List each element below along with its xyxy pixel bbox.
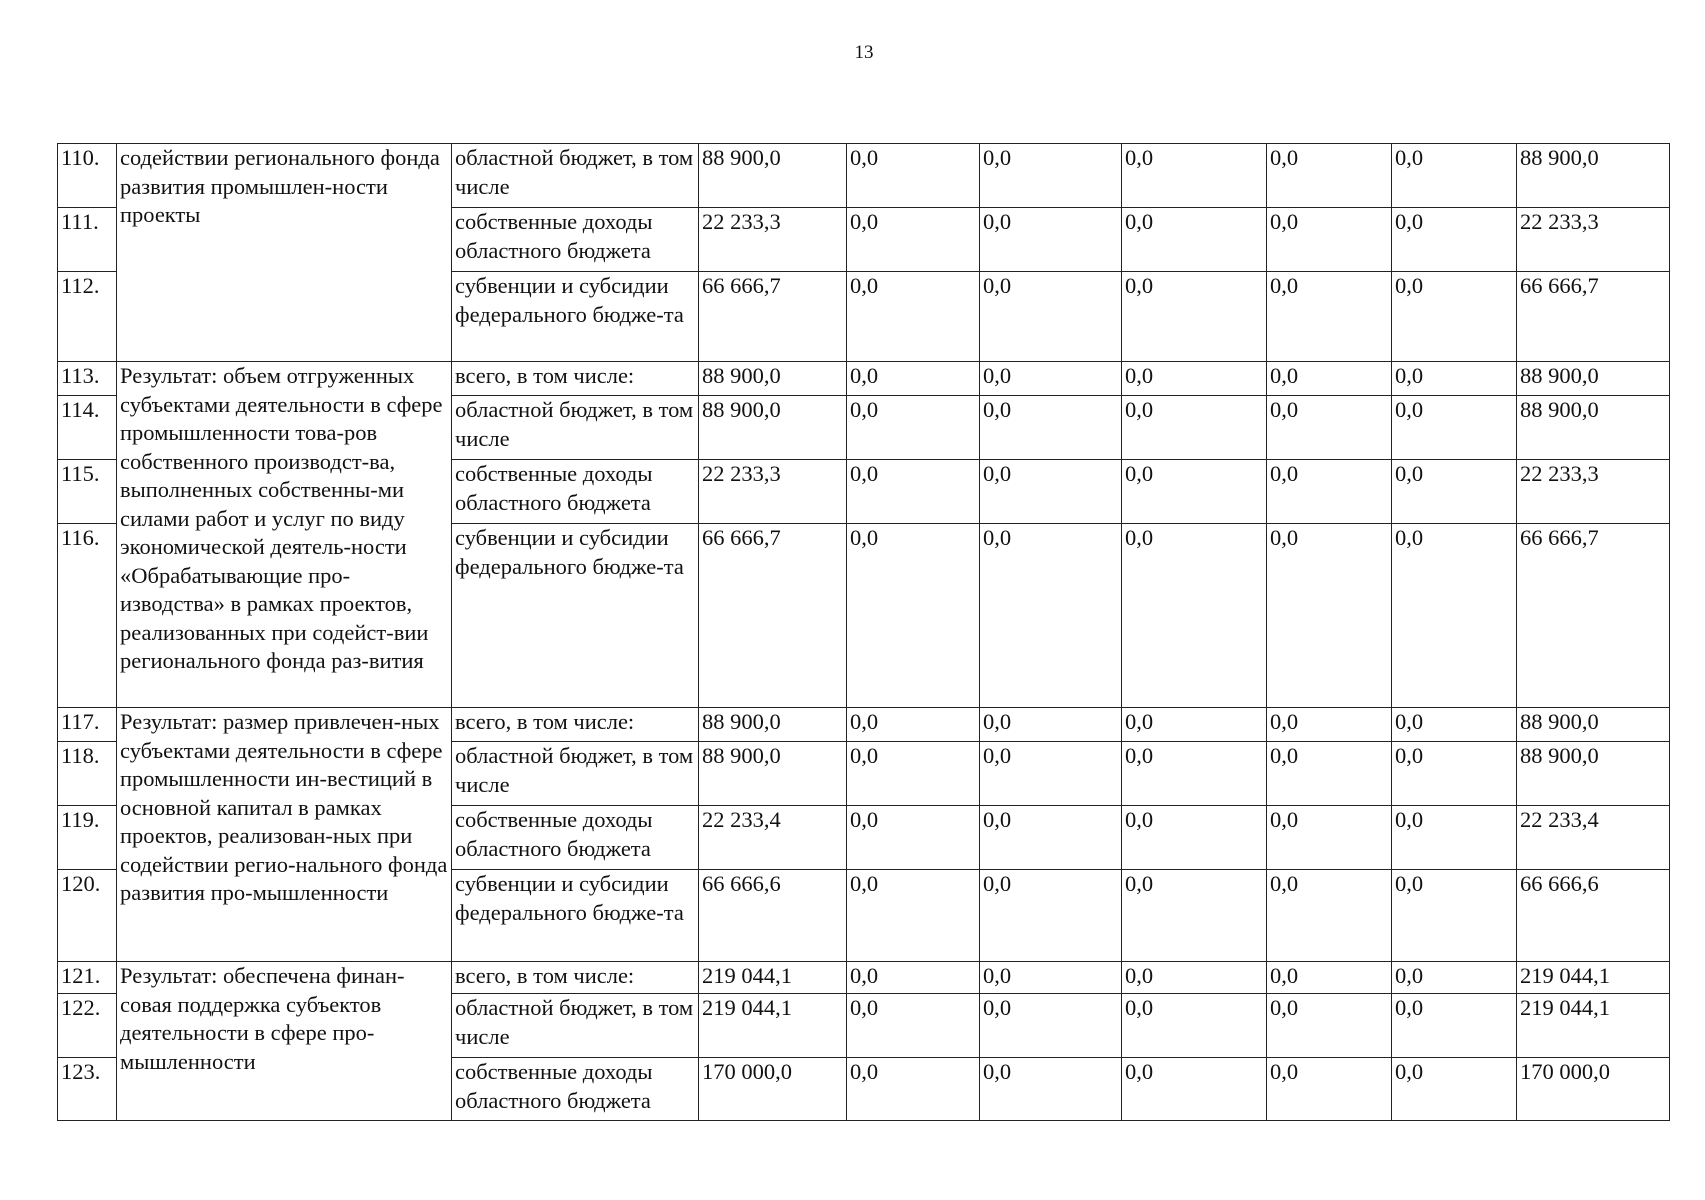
year-value: 0,0	[1392, 870, 1517, 962]
year-value: 219 044,1	[699, 994, 847, 1058]
total-value: 66 666,7	[1517, 524, 1670, 708]
year-value: 0,0	[1122, 708, 1267, 742]
year-value: 0,0	[1267, 962, 1392, 994]
year-value: 0,0	[1267, 460, 1392, 524]
total-value: 88 900,0	[1517, 742, 1670, 806]
funding-source: всего, в том числе:	[452, 362, 699, 396]
year-value: 0,0	[1267, 396, 1392, 460]
year-value: 0,0	[980, 708, 1122, 742]
year-value: 0,0	[1122, 962, 1267, 994]
result-description: Результат: объем отгруженных субъектами деятельности в сфере промышленности това-ров собственного производст-ва, выполненных собственны-ми силами работ и услуг по виду экономической деятель-ности «Обрабатывающие про-изводства» в рамках проектов, реализованных при содейст-вии регионального фонда раз-вития	[117, 362, 452, 708]
year-value: 0,0	[847, 708, 980, 742]
year-value: 0,0	[1392, 460, 1517, 524]
year-value: 0,0	[980, 524, 1122, 708]
year-value: 0,0	[1122, 806, 1267, 870]
year-value: 0,0	[1267, 208, 1392, 272]
result-description: Результат: размер привлечен-ных субъектами деятельности в сфере промышленности ин-вестиций в основной капитал в рамках проектов, реализован-ных при содействии регио-нального фонда развития про-мышленности	[117, 708, 452, 962]
year-value: 0,0	[1122, 272, 1267, 362]
year-value: 22 233,3	[699, 460, 847, 524]
row-number: 115.	[58, 460, 117, 524]
year-value: 88 900,0	[699, 742, 847, 806]
year-value: 0,0	[1392, 524, 1517, 708]
total-value: 88 900,0	[1517, 708, 1670, 742]
funding-source: областной бюджет, в том числе	[452, 144, 699, 208]
year-value: 0,0	[847, 362, 980, 396]
year-value: 0,0	[1122, 396, 1267, 460]
year-value: 0,0	[980, 1058, 1122, 1121]
funding-source: областной бюджет, в том числе	[452, 396, 699, 460]
year-value: 0,0	[1392, 742, 1517, 806]
year-value: 88 900,0	[699, 144, 847, 208]
year-value: 66 666,7	[699, 524, 847, 708]
year-value: 0,0	[1392, 962, 1517, 994]
year-value: 0,0	[847, 870, 980, 962]
result-description: Результат: обеспечена финан-совая поддержка субъектов деятельности в сфере про-мышленности	[117, 962, 452, 1121]
funding-source: субвенции и субсидии федерального бюдже-та	[452, 272, 699, 362]
page-number: 13	[854, 42, 874, 63]
funding-source: всего, в том числе:	[452, 708, 699, 742]
row-number: 112.	[58, 272, 117, 362]
year-value: 0,0	[980, 806, 1122, 870]
year-value: 0,0	[1392, 994, 1517, 1058]
year-value: 22 233,4	[699, 806, 847, 870]
year-value: 0,0	[1267, 806, 1392, 870]
year-value: 0,0	[1392, 396, 1517, 460]
year-value: 0,0	[1392, 362, 1517, 396]
year-value: 0,0	[1122, 362, 1267, 396]
year-value: 0,0	[1122, 742, 1267, 806]
year-value: 0,0	[847, 1058, 980, 1121]
year-value: 0,0	[1392, 208, 1517, 272]
year-value: 0,0	[847, 994, 980, 1058]
year-value: 0,0	[847, 524, 980, 708]
year-value: 0,0	[1122, 144, 1267, 208]
year-value: 0,0	[1267, 742, 1392, 806]
year-value: 0,0	[1122, 208, 1267, 272]
row-number: 118.	[58, 742, 117, 806]
year-value: 0,0	[980, 208, 1122, 272]
year-value: 66 666,7	[699, 272, 847, 362]
total-value: 219 044,1	[1517, 994, 1670, 1058]
year-value: 0,0	[1392, 272, 1517, 362]
year-value: 0,0	[1392, 144, 1517, 208]
year-value: 0,0	[1122, 1058, 1267, 1121]
year-value: 0,0	[847, 742, 980, 806]
year-value: 88 900,0	[699, 396, 847, 460]
year-value: 0,0	[980, 460, 1122, 524]
year-value: 0,0	[1267, 870, 1392, 962]
year-value: 0,0	[1122, 870, 1267, 962]
total-value: 22 233,3	[1517, 460, 1670, 524]
row-number: 111.	[58, 208, 117, 272]
year-value: 0,0	[980, 994, 1122, 1058]
year-value: 0,0	[847, 806, 980, 870]
year-value: 0,0	[1392, 1058, 1517, 1121]
row-number: 110.	[58, 144, 117, 208]
funding-source: областной бюджет, в том числе	[452, 994, 699, 1058]
year-value: 0,0	[847, 272, 980, 362]
budget-table	[57, 143, 1670, 1121]
table-row	[58, 362, 1670, 396]
row-number: 116.	[58, 524, 117, 708]
year-value: 0,0	[847, 396, 980, 460]
total-value: 88 900,0	[1517, 362, 1670, 396]
year-value: 0,0	[1392, 806, 1517, 870]
funding-source: всего, в том числе:	[452, 962, 699, 994]
row-number: 114.	[58, 396, 117, 460]
funding-source: собственные доходы областного бюджета	[452, 460, 699, 524]
row-number: 113.	[58, 362, 117, 396]
year-value: 0,0	[1267, 272, 1392, 362]
year-value: 0,0	[1267, 994, 1392, 1058]
year-value: 0,0	[980, 962, 1122, 994]
funding-source: субвенции и субсидии федерального бюдже-та	[452, 870, 699, 962]
year-value: 0,0	[1122, 524, 1267, 708]
year-value: 0,0	[1392, 708, 1517, 742]
result-description: содействии регионального фонда развития промышлен-ности проекты	[117, 144, 452, 362]
year-value: 22 233,3	[699, 208, 847, 272]
funding-source: областной бюджет, в том числе	[452, 742, 699, 806]
year-value: 0,0	[1267, 708, 1392, 742]
funding-source: собственные доходы областного бюджета	[452, 806, 699, 870]
row-number: 119.	[58, 806, 117, 870]
year-value: 0,0	[1267, 362, 1392, 396]
funding-source: субвенции и субсидии федерального бюдже-та	[452, 524, 699, 708]
year-value: 0,0	[980, 870, 1122, 962]
funding-source: собственные доходы областного бюджета	[452, 208, 699, 272]
year-value: 0,0	[980, 396, 1122, 460]
total-value: 88 900,0	[1517, 396, 1670, 460]
year-value: 0,0	[980, 272, 1122, 362]
year-value: 0,0	[1122, 994, 1267, 1058]
row-number: 120.	[58, 870, 117, 962]
total-value: 66 666,6	[1517, 870, 1670, 962]
total-value: 22 233,3	[1517, 208, 1670, 272]
total-value: 170 000,0	[1517, 1058, 1670, 1121]
year-value: 0,0	[1267, 144, 1392, 208]
year-value: 170 000,0	[699, 1058, 847, 1121]
year-value: 88 900,0	[699, 362, 847, 396]
total-value: 22 233,4	[1517, 806, 1670, 870]
year-value: 66 666,6	[699, 870, 847, 962]
year-value: 0,0	[1267, 524, 1392, 708]
total-value: 219 044,1	[1517, 962, 1670, 994]
row-number: 117.	[58, 708, 117, 742]
total-value: 66 666,7	[1517, 272, 1670, 362]
year-value: 0,0	[847, 208, 980, 272]
funding-source: собственные доходы областного бюджета	[452, 1058, 699, 1121]
total-value: 88 900,0	[1517, 144, 1670, 208]
year-value: 0,0	[847, 460, 980, 524]
year-value: 0,0	[980, 742, 1122, 806]
row-number: 121.	[58, 962, 117, 994]
year-value: 0,0	[1122, 460, 1267, 524]
year-value: 0,0	[980, 144, 1122, 208]
year-value: 0,0	[980, 362, 1122, 396]
year-value: 219 044,1	[699, 962, 847, 994]
row-number: 123.	[58, 1058, 117, 1121]
year-value: 0,0	[1267, 1058, 1392, 1121]
table-row	[58, 962, 1670, 994]
table-row	[58, 708, 1670, 742]
row-number: 122.	[58, 994, 117, 1058]
year-value: 0,0	[847, 962, 980, 994]
table-row	[58, 144, 1670, 208]
year-value: 88 900,0	[699, 708, 847, 742]
year-value: 0,0	[847, 144, 980, 208]
